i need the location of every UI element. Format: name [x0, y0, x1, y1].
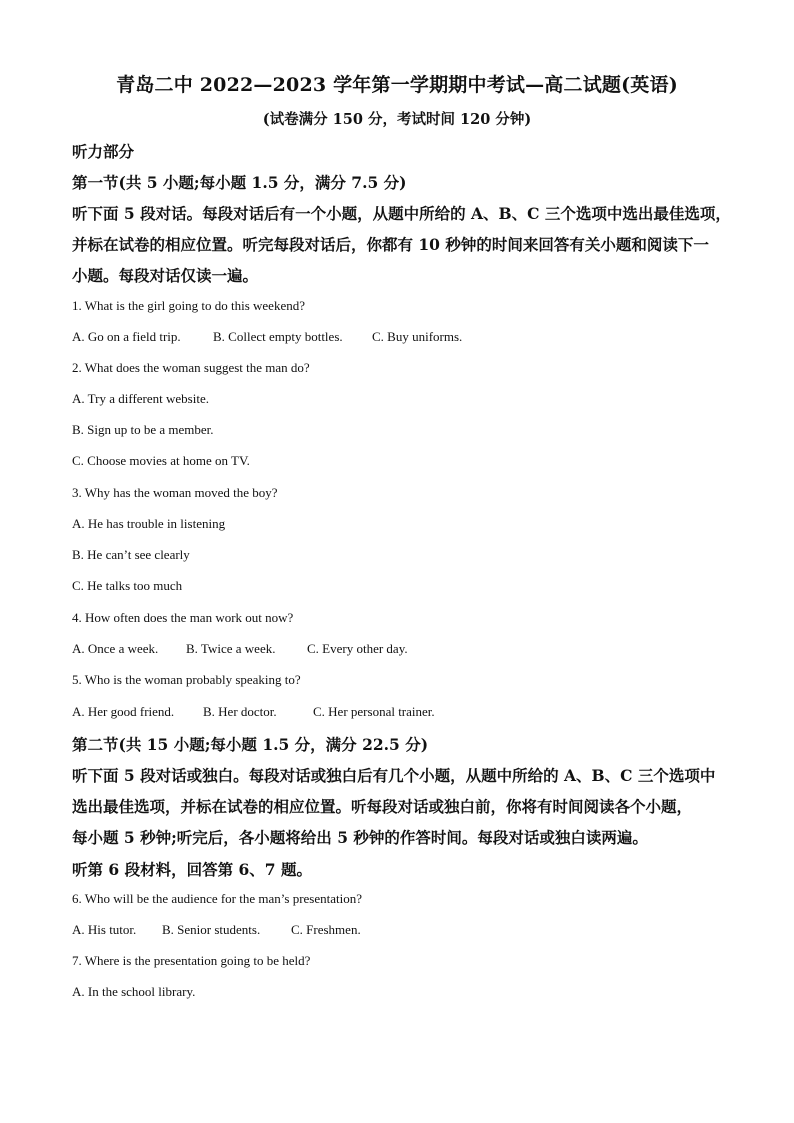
options-row	[72, 922, 732, 938]
option-b: B. Twice a week.	[186, 641, 276, 656]
option-a: A. Try a different website.	[72, 391, 209, 406]
option-c: C. Freshmen.	[291, 922, 361, 937]
question-stem: 6. Who will be the audience for the man’s presentation?	[72, 891, 362, 906]
material-label: 听第 6 段材料，回答第 6、7 题。	[72, 860, 312, 879]
option-c: C. Buy uniforms.	[372, 329, 463, 344]
option-a: A. In the school library.	[72, 984, 196, 999]
question-stem: 1. What is the girl going to do this weekend?	[72, 298, 305, 313]
option-b: B. Sign up to be a member.	[72, 422, 214, 437]
exam-subtitle: (试卷满分 150 分，考试时间 120 分钟)	[262, 111, 532, 128]
option-b: B. He can’t see clearly	[72, 547, 190, 562]
section1-instruction-line: 并标在试卷的相应位置。听完每段对话后，你都有 10 秒钟的时间来回答有关小题和阅读下一	[72, 235, 709, 254]
option-b: B. Senior students.	[162, 922, 261, 937]
option-a: A. Once a week.	[72, 641, 159, 656]
section2-instruction-line: 每小题 5 秒钟;听完后，各小题将给出 5 秒钟的作答时间。每段对话或独白读两遍。	[72, 828, 648, 847]
section2-instruction-line: 选出最佳选项，并标在试卷的相应位置。听每段对话或独白前，你将有时间阅读各个小题，	[72, 797, 693, 816]
option-b: B. Collect empty bottles.	[213, 329, 343, 344]
question-stem: 7. Where is the presentation going to be held?	[72, 953, 311, 968]
question-stem: 3. Why has the woman moved the boy?	[72, 485, 278, 500]
question-stem: 2. What does the woman suggest the man do?	[72, 360, 310, 375]
section2-heading: 第二节(共 15 小题;每小题 1.5 分，满分 22.5 分)	[72, 735, 429, 754]
options-row	[72, 329, 732, 345]
section1-instruction-line: 听下面 5 段对话。每段对话后有一个小题，从题中所给的 A、B、C 三个选项中选出最佳选项，	[72, 204, 731, 223]
option-a: A. He has trouble in listening	[72, 516, 226, 531]
options-row	[72, 641, 732, 657]
section1-heading: 第一节(共 5 小题;每小题 1.5 分，满分 7.5 分)	[72, 173, 407, 192]
option-a: A. His tutor.	[72, 922, 137, 937]
option-a: A. Go on a field trip.	[72, 329, 181, 344]
options-row	[72, 704, 732, 720]
question-stem: 4. How often does the man work out now?	[72, 610, 294, 625]
part-label: 听力部分	[72, 142, 135, 161]
option-b: B. Her doctor.	[203, 704, 277, 719]
section2-instruction-line: 听下面 5 段对话或独白。每段对话或独白后有几个小题，从题中所给的 A、B、C 三个选项中	[72, 766, 716, 785]
option-c: C. He talks too much	[72, 578, 183, 593]
section1-instruction-line: 小题。每段对话仅读一遍。	[72, 266, 259, 285]
question-stem: 5. Who is the woman probably speaking to?	[72, 672, 301, 687]
exam-title: 青岛二中 2022—2023 学年第一学期期中考试—高二试题(英语)	[116, 74, 678, 96]
option-c: C. Every other day.	[307, 641, 408, 656]
option-c: C. Her personal trainer.	[313, 704, 435, 719]
option-c: C. Choose movies at home on TV.	[72, 453, 250, 468]
option-a: A. Her good friend.	[72, 704, 175, 719]
